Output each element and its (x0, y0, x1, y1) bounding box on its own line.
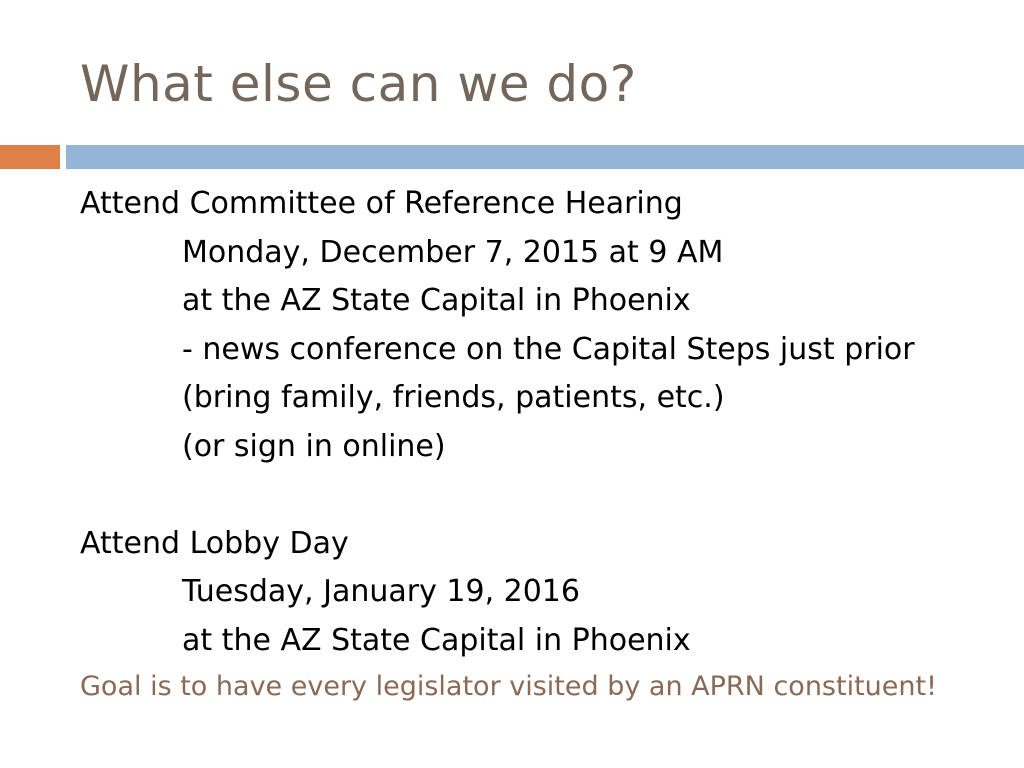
hearing-news-conference: - news conference on the Capital Steps just prior (182, 331, 915, 367)
hearing-sign-in-note: (or sign in online) (182, 428, 446, 464)
lobby-day-date: Tuesday, January 19, 2016 (182, 574, 580, 609)
section-heading-hearing: Attend Committee of Reference Hearing (80, 186, 683, 221)
lobby-day-location: at the AZ State Capital in Phoenix (182, 622, 691, 658)
accent-bar-blue (66, 145, 1024, 169)
hearing-date: Monday, December 7, 2015 at 9 AM (182, 234, 724, 270)
section-heading-lobby-day: Attend Lobby Day (80, 525, 349, 561)
hearing-location: at the AZ State Capital in Phoenix (182, 283, 691, 318)
slide-title: What else can we do? (80, 55, 637, 113)
hearing-bring-note: (bring family, friends, patients, etc.) (182, 380, 725, 415)
slide-body (80, 180, 1010, 709)
accent-bar-orange (0, 145, 60, 169)
goal-statement: Goal is to have every legislator visited by an APRN constituent! (80, 671, 937, 702)
spacer (80, 471, 1010, 520)
